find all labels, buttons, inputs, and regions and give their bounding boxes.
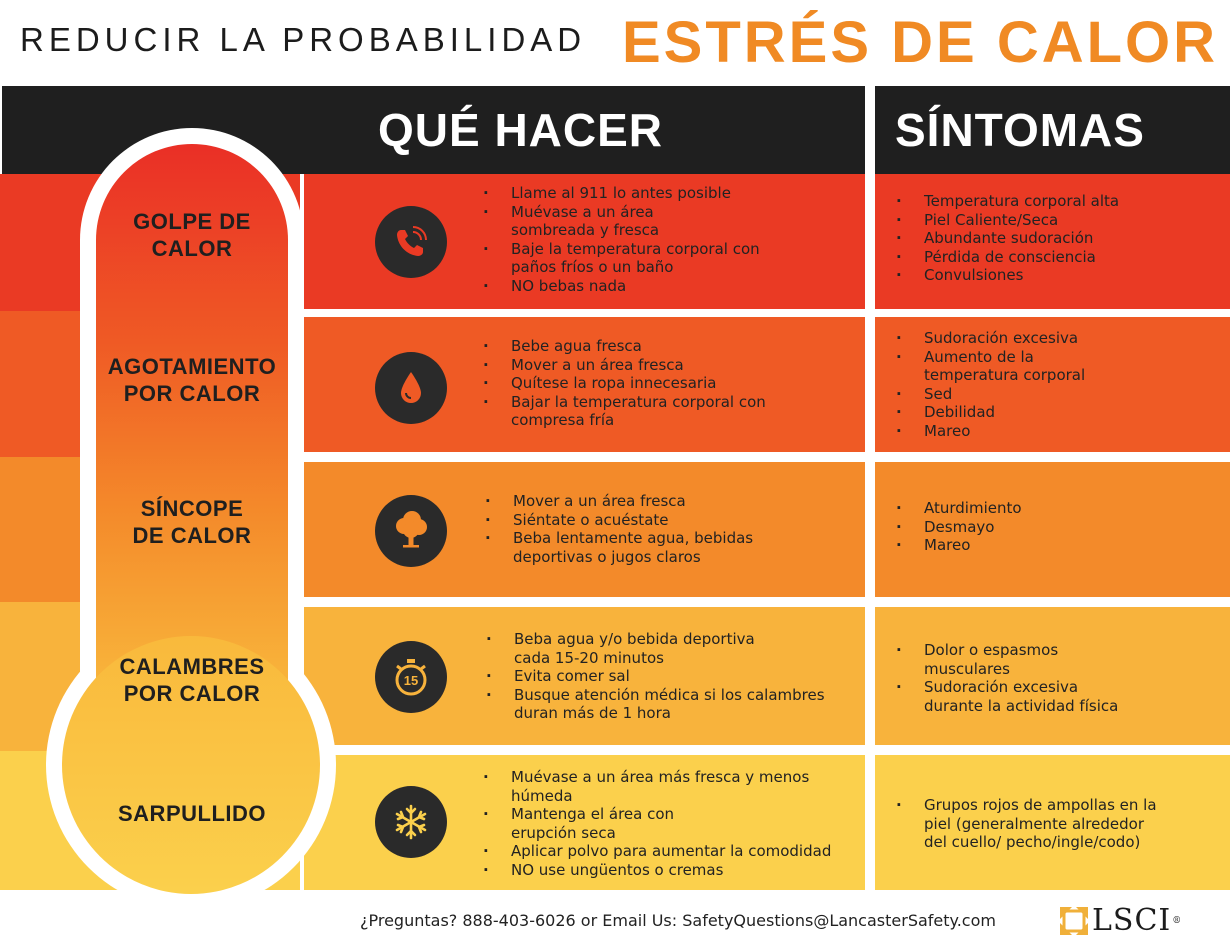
list-item: · Muévase a un área más fresca y menos húmeda: [483, 768, 823, 805]
list-item: · Pérdida de consciencia: [896, 248, 1216, 267]
column-header-what-to-do: QUÉ HACER: [378, 104, 664, 156]
row-gap-1: [300, 309, 1230, 317]
list-item: · Grupos rojos de ampollas en la piel (generalmente alrededor del cuello/ pecho/ingle/codo): [896, 796, 1171, 852]
list-item: · Desmayo: [896, 518, 1216, 537]
list-item: · Aplicar polvo para aumentar la comodidad: [483, 842, 853, 861]
list-item: · Mareo: [896, 536, 1216, 555]
list-item: · Quítese la ropa innecesaria: [483, 374, 853, 393]
list-item: · Llame al 911 lo antes posible: [483, 184, 853, 203]
list-item: · Bajar la temperatura corporal con compresa fría: [483, 393, 793, 430]
list-item: · Dolor o espasmos musculares: [896, 641, 1086, 678]
stopwatch-number: 15: [403, 673, 419, 688]
list-item: · Mantenga el área con erupción seca: [483, 805, 703, 842]
symptoms-heat-stroke: [896, 192, 1216, 285]
condition-line: GOLPE DE: [133, 209, 251, 234]
lsci-logo-mark-icon: [1060, 907, 1088, 935]
list-item: · Mareo: [896, 422, 1216, 441]
column-gap-2: [865, 86, 875, 893]
lsci-logo-text: [1092, 904, 1182, 938]
row-gap-2: [300, 452, 1230, 462]
footer-contact: ¿Preguntas? 888-403-6026 or Email Us: SafetyQuestions@LancasterSafety.com: [360, 911, 996, 930]
list-item: · Beba lentamente agua, bebidas deportivas o jugos claros: [485, 529, 785, 566]
condition-line: AGOTAMIENTO: [107, 354, 277, 379]
actions-heat-stroke: [483, 184, 853, 296]
list-item: · NO use ungüentos o cremas: [483, 861, 853, 880]
row-gap-4: [300, 745, 1230, 755]
actions-heat-syncope: [485, 492, 855, 566]
actions-heat-exhaustion: [483, 337, 853, 430]
condition-line: POR CALOR: [123, 681, 261, 706]
list-item: · NO bebas nada: [483, 277, 853, 296]
water-drop-icon: [375, 352, 447, 424]
symptoms-heat-rash: [896, 796, 1186, 852]
condition-line: CALAMBRES: [119, 654, 265, 679]
list-item: · Muévase a un área sombreada y fresca: [483, 203, 683, 240]
list-item: · Debilidad: [896, 403, 1216, 422]
symptoms-heat-syncope: [896, 499, 1216, 555]
condition-heat-stroke: [96, 208, 288, 262]
symptoms-heat-cramps: [896, 641, 1216, 715]
title-prefix: REDUCIR LA PROBABILIDAD: [20, 21, 587, 58]
condition-heat-exhaustion: [96, 353, 288, 407]
list-item: · Bebe agua fresca: [483, 337, 853, 356]
registered-mark: ®: [1172, 916, 1183, 926]
list-item: · Baje la temperatura corporal con paños fríos o un baño: [483, 240, 783, 277]
page-title: ESTRÉS DE CALOR: [622, 10, 1219, 75]
list-item: · Sed: [896, 385, 1216, 404]
column-header-symptoms: SÍNTOMAS: [895, 104, 1145, 156]
lsci-logo: [1060, 904, 1182, 938]
list-item: · Siéntate o acuéstate: [485, 511, 855, 530]
list-item: · Busque atención médica si los calambres duran más de 1 hora: [486, 686, 846, 723]
list-item: · Mover a un área fresca: [485, 492, 855, 511]
condition-heat-cramps: [96, 653, 288, 707]
phone-call-icon: [375, 206, 447, 278]
condition-line: CALOR: [151, 236, 233, 261]
symptoms-heat-exhaustion: [896, 329, 1216, 441]
row-gap-3: [300, 597, 1230, 607]
list-item: · Sudoración excesiva durante la actividad física: [896, 678, 1136, 715]
list-item: · Sudoración excesiva: [896, 329, 1216, 348]
list-item: · Aturdimiento: [896, 499, 1216, 518]
list-item: · Abundante sudoración: [896, 229, 1216, 248]
list-item: · Piel Caliente/Seca: [896, 211, 1216, 230]
list-item: · Evita comer sal: [486, 667, 856, 686]
actions-heat-cramps: [486, 630, 856, 723]
list-item: · Beba agua y/o bebida deportiva cada 15-20 minutos: [486, 630, 756, 667]
condition-line: POR CALOR: [123, 381, 261, 406]
stopwatch-15-icon: [375, 641, 447, 713]
snowflake-icon: [375, 786, 447, 858]
list-item: · Convulsiones: [896, 266, 1216, 285]
logo-wordmark: LSCI: [1092, 903, 1172, 938]
list-item: · Temperatura corporal alta: [896, 192, 1216, 211]
list-item: · Aumento de la temperatura corporal: [896, 348, 1126, 385]
condition-heat-rash: [96, 800, 288, 827]
tree-icon: [375, 495, 447, 567]
actions-heat-rash: [483, 768, 853, 880]
condition-line: SÍNCOPE: [140, 496, 244, 521]
condition-line: DE CALOR: [132, 523, 252, 548]
condition-line: SARPULLIDO: [118, 801, 266, 826]
list-item: · Mover a un área fresca: [483, 356, 853, 375]
condition-heat-syncope: [96, 495, 288, 549]
